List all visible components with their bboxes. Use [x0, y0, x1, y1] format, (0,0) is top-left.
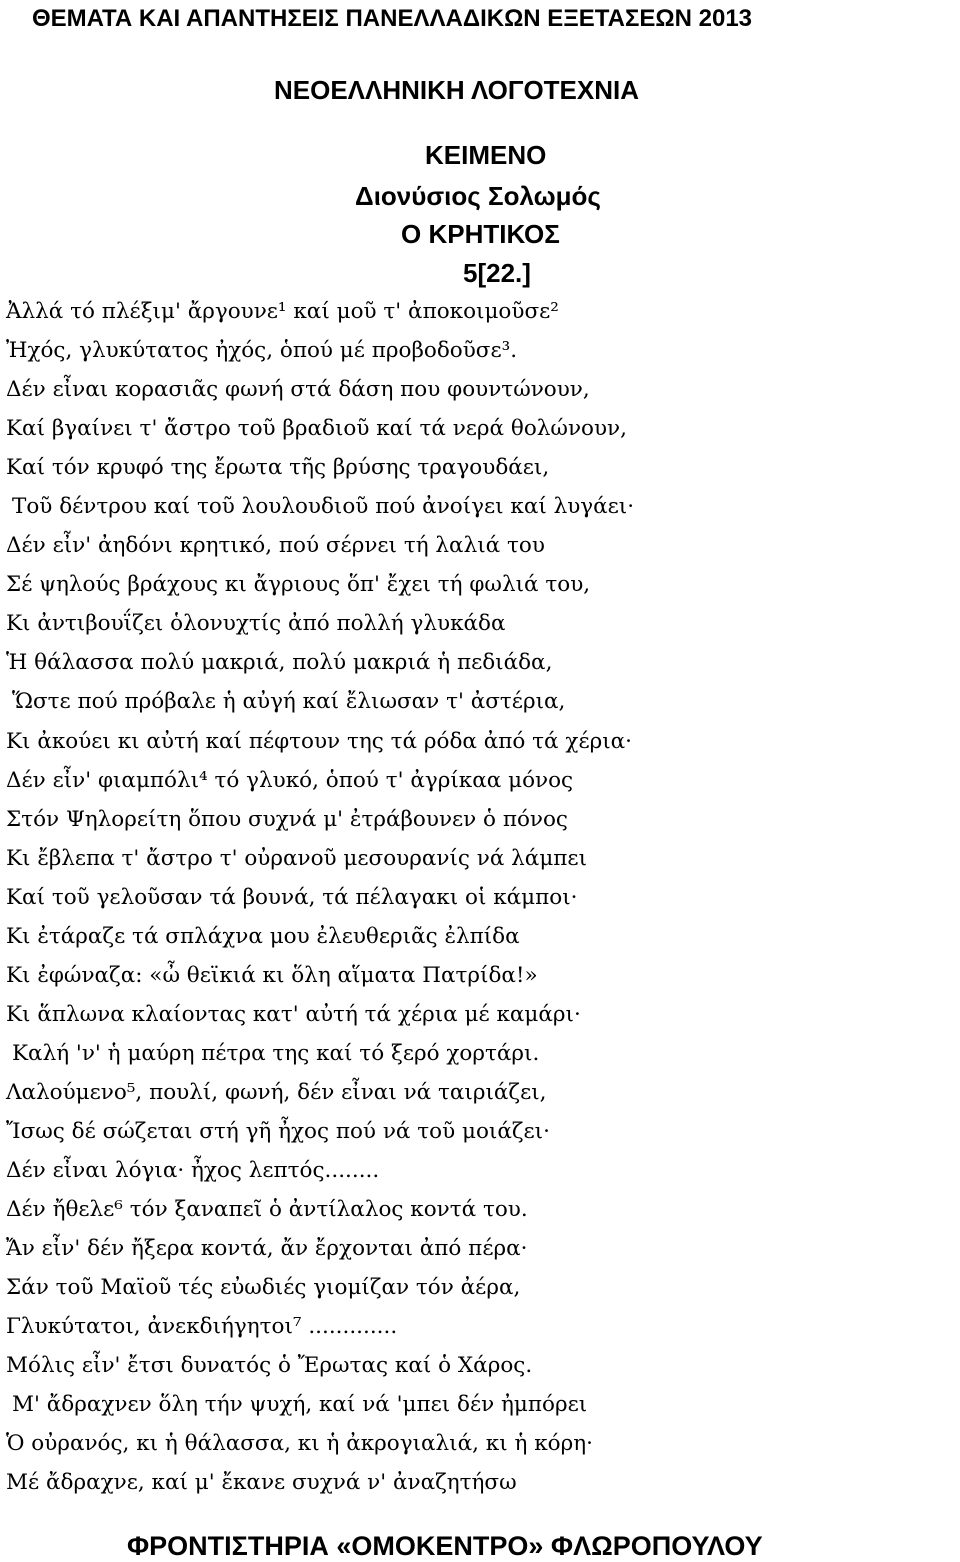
- poem-line: Ἠχός, γλυκύτατος ἠχός, ὁπού μέ προβοδοῦσε³.: [6, 338, 518, 364]
- poem-line: Μέ ἄδραχνε, καί μ' ἔκανε συχνά ν' ἀναζητήσω: [6, 1470, 517, 1496]
- poem-line: Δέν εἶναι λόγια· ἦχος λεπτός........: [6, 1158, 380, 1184]
- subject-heading: ΝΕΟΕΛΛΗΝΙΚΗ ΛΟΓΟΤΕΧΝΙΑ: [274, 75, 640, 105]
- poem-line: Ὁ οὐρανός, κι ἡ θάλασσα, κι ἡ ἀκρογιαλιά, κι ἡ κόρη·: [6, 1431, 593, 1457]
- poem-line: Μόλις εἶν' ἔτσι δυνατός ὁ Ἔρωτας καί ὁ Χάρος.: [6, 1353, 533, 1379]
- poem-line: Ἴσως δέ σώζεται στή γῆ ἦχος πού νά τοῦ μοιάζει·: [6, 1118, 550, 1144]
- poem-line: Κι ἀκούει κι αὐτή καί πέφτουν της τά ρόδα ἀπό τά χέρια·: [6, 728, 632, 754]
- poem-line: Κι ἔβλεπα τ' ἄστρο τ' οὐρανοῦ μεσουρανίς νά λάμπει: [6, 845, 587, 871]
- footer-text: ΦΡΟΝΤΙΣΤΗΡΙΑ «ΟΜΟΚΕΝΤΡΟ» ΦΛΩΡΟΠΟΥΛΟΥ: [127, 1531, 763, 1561]
- poem-line: Ἄν εἶν' δέν ἤξερα κοντά, ἄν ἔρχονται ἀπό πέρα·: [6, 1236, 528, 1262]
- poem-line: Δέν ἤθελε⁶ τόν ξαναπεῖ ὁ ἀντίλαλος κοντά του.: [6, 1197, 528, 1223]
- poem-line: Τοῦ δέντρου καί τοῦ λουλουδιοῦ πού ἀνοίγει καί λυγάει·: [12, 494, 635, 520]
- poem-text: [6, 292, 634, 1502]
- poem-line: Καί τοῦ γελοῦσαν τά βουνά, τά πέλαγακι οἱ κάμποι·: [6, 884, 578, 910]
- poem-line: Καί τόν κρυφό της ἔρωτα τῆς βρύσης τραγουδάει,: [6, 455, 550, 481]
- poem-line: Καλή 'ν' ἡ μαύρη πέτρα της καί τό ξερό χορτάρι.: [12, 1040, 540, 1066]
- poem-line: Στόν Ψηλορείτη ὅπου συχνά μ' ἐτράβουνεν ὁ πόνος: [6, 806, 568, 832]
- poem-line: Κι ἅπλωνα κλαίοντας κατ' αὐτή τά χέρια μέ καμάρι·: [6, 1001, 581, 1027]
- poem-line: Ἀλλά τό πλέξιμ' ἄργουνε¹ καί μοῦ τ' ἀποκοιμοῦσε²: [6, 299, 559, 324]
- poem-title: Ο ΚΡΗΤΙΚΟΣ: [401, 219, 560, 249]
- poem-line: Ὥστε πού πρόβαλε ἡ αὐγή καί ἔλιωσαν τ' ἀστέρια,: [12, 689, 566, 715]
- poem-line: Κι ἐτάραζε τά σπλάχνα μου ἐλευθεριᾶς ἐλπίδα: [6, 923, 520, 949]
- poem-line: Γλυκύτατοι, ἀνεκδιήγητοι⁷ .............: [6, 1314, 398, 1340]
- poem-line: Μ' ἄδραχνεν ὅλη τήν ψυχή, καί νά 'μπει δέν ἠμπόρει: [12, 1392, 588, 1418]
- poem-line: Κι ἀντιβουΐζει ὁλονυχτίς ἀπό πολλή γλυκάδα: [6, 611, 506, 637]
- poem-line: Σάν τοῦ Μαϊοῦ τές εὐωδιές γιομίζαν τόν ἀέρα,: [6, 1275, 521, 1301]
- author-name: Διονύσιος Σολωμός: [355, 181, 601, 211]
- poem-line: Ἡ θάλασσα πολύ μακριά, πολύ μακριά ἡ πεδιάδα,: [6, 650, 553, 676]
- poem-line: Λαλούμενο⁵, πουλί, φωνή, δέν εἶναι νά ταιριάζει,: [6, 1079, 547, 1105]
- poem-line: Κι ἐφώναζα: «ὦ θεϊκιά κι ὅλη αἵματα Πατρίδα!»: [6, 962, 538, 988]
- poem-line: Σέ ψηλούς βράχους κι ἄγριους ὅπ' ἔχει τή φωλιά του,: [6, 572, 591, 598]
- poem-line: Δέν εἶναι κορασιᾶς φωνή στά δάση που φουντώνουν,: [6, 377, 590, 403]
- poem-line: Δέν εἶν' φιαμπόλι⁴ τό γλυκό, ὁπού τ' ἀγρίκαα μόνος: [6, 767, 574, 793]
- fragment-number: 5[22.]: [463, 258, 531, 288]
- page-header-title: ΘΕΜΑΤΑ ΚΑΙ ΑΠΑΝΤΗΣΕΙΣ ΠΑΝΕΛΛΑΔΙΚΩΝ ΕΞΕΤΑΣΕΩΝ 2013: [32, 5, 753, 32]
- poem-line: Δέν εἶν' ἀηδόνι κρητικό, πού σέρνει τή λαλιά του: [6, 533, 545, 559]
- section-label: ΚΕΙΜΕΝΟ: [425, 140, 547, 170]
- poem-line: Καί βγαίνει τ' ἄστρο τοῦ βραδιοῦ καί τά νερά θολώνουν,: [6, 416, 627, 442]
